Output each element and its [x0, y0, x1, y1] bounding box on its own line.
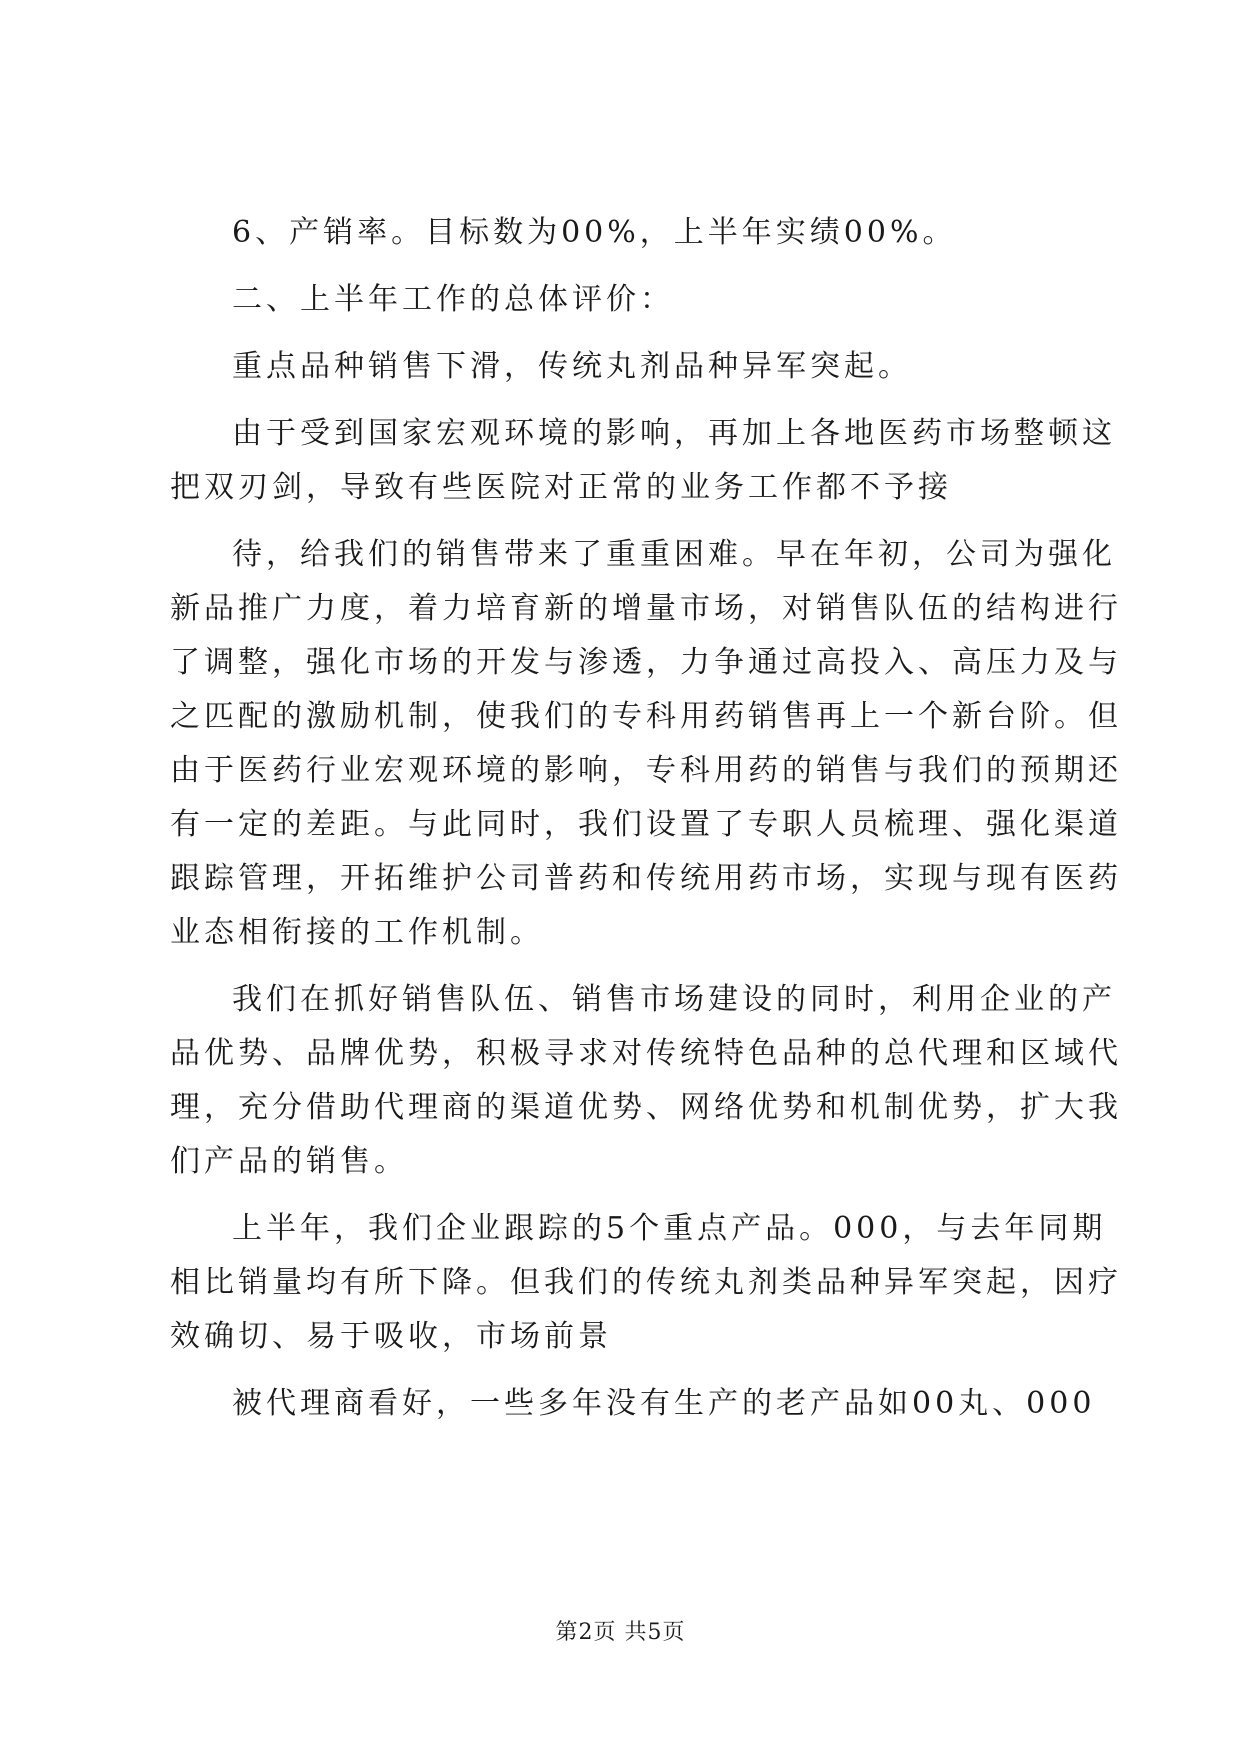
- paragraph-line: 理，充分借助代理商的渠道优势、网络优势和机制优势，扩大我: [170, 1090, 1122, 1125]
- paragraph-line: 由于受到国家宏观环境的影响，再加上各地医药市场整顿这: [232, 416, 1116, 451]
- paragraph-line: 把双刃剑，导致有些医院对正常的业务工作都不予接: [170, 470, 952, 505]
- paragraph-line: 品优势、品牌优势，积极寻求对传统特色品种的总代理和区域代: [170, 1036, 1122, 1071]
- paragraph-line: 相比销量均有所下降。但我们的传统丸剂类品种异军突起，因疗: [170, 1265, 1122, 1300]
- document-body: [170, 206, 1122, 1431]
- section-heading: 二、上半年工作的总体评价：: [232, 282, 674, 317]
- paragraph-line: 6、产销率。目标数为00%，上半年实绩00%。: [232, 215, 957, 250]
- paragraph-line: 待，给我们的销售带来了重重困难。早在年初，公司为强化: [232, 537, 1116, 572]
- page-number-footer: 第2页 共5页: [555, 1620, 686, 1645]
- paragraph-line: 被代理商看好，一些多年没有生产的老产品如00丸、000: [232, 1386, 1096, 1421]
- paragraph-line: 业态相衔接的工作机制。: [170, 915, 544, 950]
- paragraph-line: 我们在抓好销售队伍、销售市场建设的同时，利用企业的产: [232, 982, 1116, 1017]
- paragraph-line: 有一定的差距。与此同时，我们设置了专职人员梳理、强化渠道: [170, 807, 1122, 842]
- paragraph-line: 重点品种销售下滑，传统丸剂品种异军突起。: [232, 349, 912, 384]
- paragraph-line: 上半年，我们企业跟踪的5个重点产品。000，与去年同期: [232, 1211, 1107, 1246]
- paragraph-line: 跟踪管理，开拓维护公司普药和传统用药市场，实现与现有医药: [170, 861, 1122, 896]
- paragraph-line: 之匹配的激励机制，使我们的专科用药销售再上一个新台阶。但: [170, 699, 1122, 734]
- paragraph-line: 了调整，强化市场的开发与渗透，力争通过高投入、高压力及与: [170, 645, 1122, 680]
- paragraph-line: 效确切、易于吸收，市场前景: [170, 1319, 612, 1354]
- paragraph-line: 们产品的销售。: [170, 1144, 408, 1179]
- paragraph-line: 由于医药行业宏观环境的影响，专科用药的销售与我们的预期还: [170, 753, 1122, 788]
- paragraph-line: 新品推广力度，着力培育新的增量市场，对销售队伍的结构进行: [170, 591, 1122, 626]
